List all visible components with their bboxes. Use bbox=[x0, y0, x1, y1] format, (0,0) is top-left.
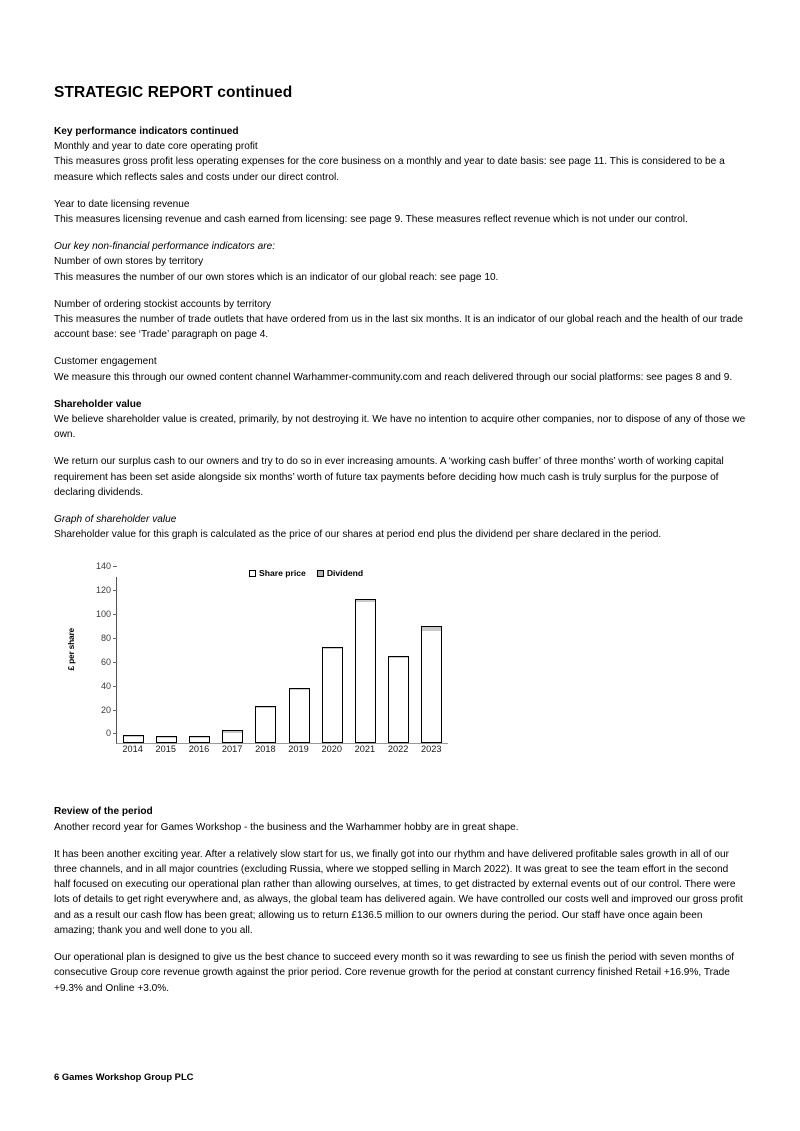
chart-bar bbox=[388, 656, 409, 743]
chart-x-tick: 2015 bbox=[155, 744, 176, 755]
chart-bar-segment-share-price bbox=[322, 649, 343, 744]
kpi-stockist bbox=[54, 297, 746, 343]
shareholder-value-body-1: We believe shareholder value is created, primarily, by not destroying it. We have no intention to acquire other companies, nor to dispose of any of those we own. bbox=[54, 414, 746, 441]
chart-y-tick: 20 bbox=[101, 705, 117, 715]
review-section bbox=[54, 804, 746, 834]
chart-bar-segment-share-price bbox=[388, 658, 409, 743]
chart-bar-column bbox=[117, 577, 150, 743]
kpi-body-1: This measures gross profit less operating expenses for the core business on a monthly and year to date basis: see page 11. This is considered to be a measure which reflects sales and costs under our direct control. bbox=[54, 156, 725, 183]
kpi-nonfinancial-intro: Our key non-financial performance indicators are: bbox=[54, 241, 276, 253]
kpi-body-5: We measure this through our owned content channel Warhammer-community.com and reach delivered through our social platforms: see pages 8 and 9. bbox=[54, 371, 733, 383]
chart-y-axis-title: £ per share bbox=[66, 628, 76, 671]
legend-swatch-dividend-icon bbox=[317, 570, 324, 577]
shareholder-value-heading: Shareholder value bbox=[54, 398, 142, 410]
chart-bar bbox=[222, 730, 243, 743]
chart-x-tick: 2023 bbox=[421, 744, 442, 755]
chart-x-tick: 2016 bbox=[188, 744, 210, 755]
kpi-body-3: This measures the number of our own stores which is an indicator of our global reach: see page 10. bbox=[54, 271, 499, 283]
kpi-body-2: This measures licensing revenue and cash earned from licensing: see page 9. These measures reflect revenue which is not under our control. bbox=[54, 214, 688, 226]
kpi-sub-5: Customer engagement bbox=[54, 356, 157, 368]
graph-note: Shareholder value for this graph is calculated as the price of our shares at period end plus the dividend per share declared in the period. bbox=[54, 529, 662, 541]
chart-bar-column bbox=[249, 577, 282, 743]
legend-swatch-share-price-icon bbox=[249, 570, 256, 577]
chart-bar-segment-share-price bbox=[222, 733, 243, 744]
chart-bar bbox=[355, 599, 376, 744]
review-body-2: It has been another exciting year. After a relatively slow start for us, we finally got into our rhythm and have delivered profitable sales growth in all of our three channels, and in all major countries (excluding Russia, where we stopped selling in March 2022). It was great to see the team effort in the second half focused on executing our operational plan rather than allowing ourselves, at times, to get distracted by external events out of our control. There were lots of details to get right everywhere and, as always, the global team has delivered again. We have controlled our costs well and improved our gross profit and as a result our cash flow has been great; allowing us to return £136.5 million to our owners during the period. Our staff have once again been amazing; thank you and well done to you all. bbox=[54, 848, 743, 936]
chart-x-tick: 2018 bbox=[255, 744, 276, 755]
review-heading: Review of the period bbox=[54, 806, 153, 818]
shareholder-value-body-2: We return our surplus cash to our owners and try to do so in ever increasing amounts. A ‘working cash buffer’ of three months’ worth of working capital requirement has been set aside alongside six months’ worth of future tax payments before deciding how much cash is truly surplus for the purpose of declaring dividends. bbox=[54, 456, 724, 498]
chart-bar-segment-share-price bbox=[421, 631, 442, 743]
chart-bar bbox=[322, 647, 343, 744]
chart-bar bbox=[289, 688, 310, 743]
chart-x-tick: 2021 bbox=[354, 744, 376, 755]
chart-bar-column bbox=[349, 577, 382, 743]
chart-x-tick: 2017 bbox=[221, 744, 243, 755]
graph-heading: Graph of shareholder value bbox=[54, 514, 177, 526]
chart-bar bbox=[156, 736, 177, 744]
chart-bar-column bbox=[150, 577, 183, 743]
page-footer: 6 Games Workshop Group PLC bbox=[54, 1071, 194, 1082]
chart-bar-column bbox=[183, 577, 216, 743]
chart-x-tick: 2022 bbox=[387, 744, 409, 755]
chart-bar bbox=[255, 706, 276, 744]
legend-label-dividend: Dividend bbox=[326, 568, 364, 579]
chart-bar-column bbox=[415, 577, 448, 743]
kpi-sub-4: Number of ordering stockist accounts by territory bbox=[54, 298, 272, 310]
kpi-body-4: This measures the number of trade outlets that have ordered from us in the last six months. It is an indicator of our global reach and the health of our trade account base: see ‘Trade’ paragraph on page 4. bbox=[54, 314, 743, 341]
chart-y-tick: 120 bbox=[96, 585, 117, 595]
chart-bar-segment-share-price bbox=[156, 738, 177, 743]
kpi-licensing bbox=[54, 197, 746, 227]
chart-bar bbox=[123, 735, 144, 744]
chart-bars bbox=[117, 577, 448, 743]
review-outlook-block bbox=[54, 950, 746, 996]
kpi-heading: Key performance indicators continued bbox=[54, 126, 239, 137]
chart-bar-segment-share-price bbox=[123, 737, 144, 743]
review-detail-block bbox=[54, 847, 746, 938]
kpi-sub-3: Number of own stores by territory bbox=[54, 256, 204, 268]
chart-x-tick: 2019 bbox=[288, 744, 309, 755]
chart-bar-column bbox=[216, 577, 249, 743]
review-body-1: Another record year for Games Workshop - the business and the Warhammer hobby are in great shape. bbox=[54, 821, 519, 833]
legend-label-share-price: Share price bbox=[259, 568, 306, 579]
review-body-3: Our operational plan is designed to give us the best chance to succeed every month so it was rewarding to see us finish the period with seven months of consecutive Group core revenue growth against the prior period. Core revenue growth for the period at constant currency finished Retail +16.9%, Trade +9.3% and Online +3.0%. bbox=[54, 952, 735, 994]
shareholder-value-section bbox=[54, 397, 746, 443]
chart-y-tick: 80 bbox=[101, 633, 117, 643]
chart-y-tick: 40 bbox=[101, 681, 117, 691]
chart-bar bbox=[421, 626, 442, 743]
surplus-cash-block bbox=[54, 454, 746, 500]
kpi-section bbox=[54, 124, 746, 185]
chart-bar-column bbox=[382, 577, 415, 743]
kpi-sub-1: Monthly and year to date core operating profit bbox=[54, 141, 258, 153]
kpi-nonfinancial bbox=[54, 239, 746, 285]
chart-bar-segment-share-price bbox=[255, 708, 276, 744]
chart-bar-column bbox=[316, 577, 349, 743]
chart-y-tick: 100 bbox=[96, 609, 117, 619]
chart-bar-column bbox=[282, 577, 315, 743]
chart-bar-segment-share-price bbox=[355, 602, 376, 744]
page-title: STRATEGIC REPORT continued bbox=[54, 84, 293, 101]
chart-x-tick: 2020 bbox=[321, 744, 342, 755]
chart-bar-segment-share-price bbox=[289, 690, 310, 743]
chart-bar-segment-share-price bbox=[189, 738, 210, 743]
chart-x-tick: 2014 bbox=[122, 744, 143, 755]
page-content bbox=[54, 84, 746, 1008]
chart-y-tick: 60 bbox=[101, 657, 117, 667]
chart-bar bbox=[189, 736, 210, 743]
chart-y-tick: 0 bbox=[106, 728, 117, 738]
chart-y-tick: 140 bbox=[96, 561, 117, 571]
kpi-sub-2: Year to date licensing revenue bbox=[54, 198, 190, 210]
kpi-customer-engagement bbox=[54, 354, 746, 384]
chart-x-axis-ticks bbox=[116, 744, 448, 754]
shareholder-value-chart bbox=[64, 561, 464, 778]
graph-intro-block bbox=[54, 512, 746, 542]
